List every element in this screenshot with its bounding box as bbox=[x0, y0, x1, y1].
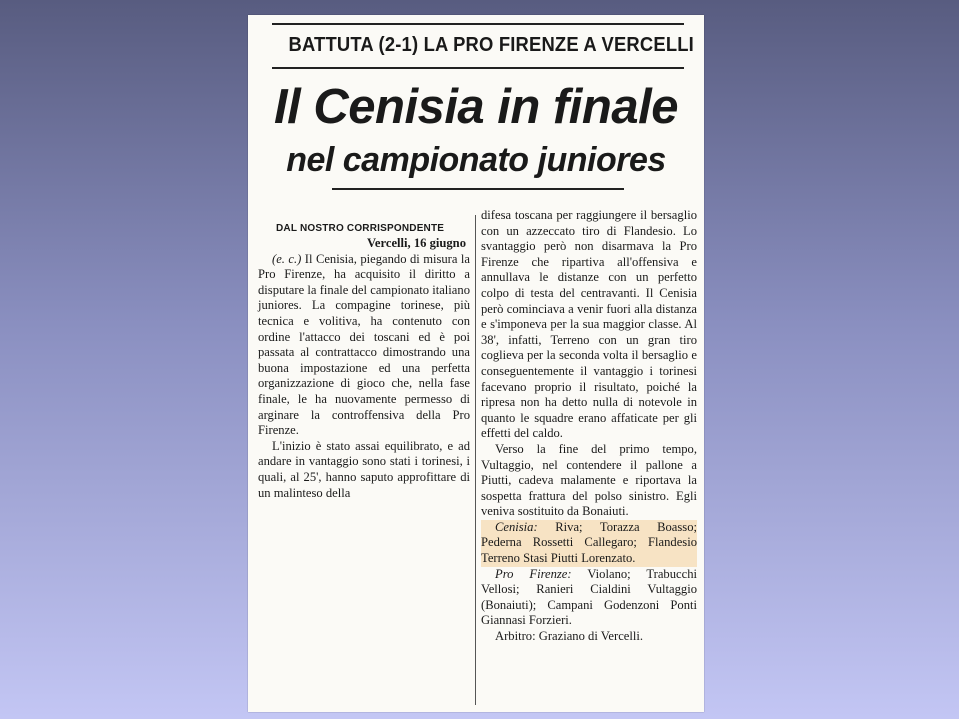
article-title: Il Cenisia in finale bbox=[274, 80, 678, 134]
paragraph-3: difesa toscana per raggiungere il bersaglio con un azzeccato tiro di Flandesio. Lo svantaggio però non disarmava la Pro Firenze che ripartiva all'offensiva e annullava le distanze con un perfetto colpo di testa del centravanti. Il Cenisia però cominciava a venir fuori alla distanza e s'imponeva per la sua maggior classe. Al 38', infatti, Terreno con un gran tiro coglieva per la seconda volta il bersaglio e conseguentemente il vantaggio i torinesi facevano proprio il risultato, poiché la ripresa non ha detto nulla di notevole in quanto le squadre erano affaticate per gli effetti del caldo. bbox=[481, 208, 697, 441]
paragraph-2: L'inizio è stato assai equilibrato, e ad andare in vantaggio sono stati i torinesi, i quali, al 25', hanno saputo approfittare di un malinteso della bbox=[258, 438, 470, 500]
lineup-cenisia bbox=[481, 520, 697, 567]
lineup-pro-firenze bbox=[481, 567, 697, 629]
column-right bbox=[481, 208, 697, 645]
referee: Arbitro: Graziano di Vercelli. bbox=[495, 629, 644, 644]
column-separator bbox=[475, 215, 476, 705]
article-subtitle: nel campionato juniores bbox=[286, 141, 666, 179]
headline: BATTUTA (2-1) LA PRO FIRENZE A VERCELLI bbox=[288, 34, 694, 56]
newspaper-clipping bbox=[248, 15, 704, 712]
paragraph-4: Verso la fine del primo tempo, Vultaggio, nel contendere il pallone a Piutti, cadeva malamente e riportava la sospetta frattura del polso sinistro. Egli veniva sostituito da Bonaiuti. bbox=[481, 441, 697, 519]
paragraph-1-text: Il Cenisia, piegando di misura la Pro Firenze, ha acquisito il diritto a disputare la finale del campionato italiano juniores. La compagine torinese, più tecnica e volitiva, ha contenuto con ordine l'attacco dei toscani ed è poi passata al contrattacco dimostrando una buona impostazione ed una perfetta organizzazione di gioco che, nella fase finale, le ha nuovamente permesso di arginare la controffensiva della Pro Firenze. bbox=[258, 251, 471, 438]
column-left bbox=[258, 222, 470, 501]
title-rule bbox=[332, 188, 624, 190]
author-initials: (e. c.) bbox=[272, 251, 302, 266]
lineup-cenisia-team: Cenisia: bbox=[495, 519, 538, 534]
top-rule bbox=[272, 23, 684, 25]
lineup-pro-firenze-players: Violano; Trabucchi Vellosi; Ranieri Cialdini Vultaggio (Bonaiuti); Campani Godenzoni Ponti Giannasi Forzieri. bbox=[481, 566, 697, 628]
lineup-cenisia-players: Riva; Torazza Boasso; Pederna Rossetti Callegaro; Flandesio Terreno Stasi Piutti Lorenzato. bbox=[481, 519, 697, 566]
paragraph-1 bbox=[258, 252, 470, 439]
lineup-pro-firenze-team: Pro Firenze: bbox=[495, 566, 572, 581]
byline: DAL NOSTRO CORRISPONDENTE bbox=[276, 223, 445, 234]
dateline: Vercelli, 16 giugno bbox=[366, 236, 466, 250]
headline-rule bbox=[272, 67, 684, 69]
